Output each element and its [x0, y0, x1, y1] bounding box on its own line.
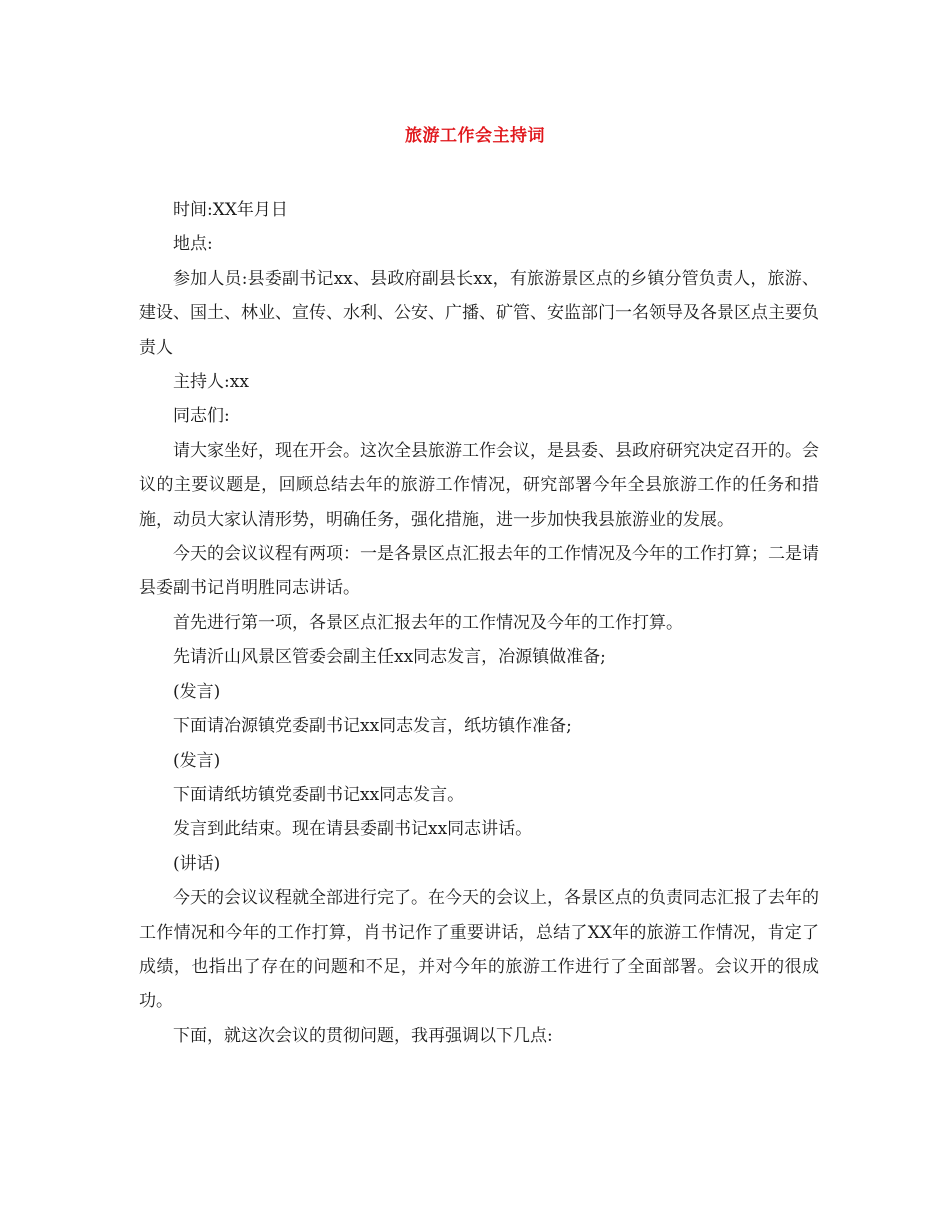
paragraph-agenda: 今天的会议议程有两项：一是各景区点汇报去年的工作情况及今年的工作打算；二是请县委副书记肖明胜同志讲话。 [139, 544, 819, 599]
paragraph-attendees: 参加人员:县委副书记xx、县政府副县长xx，有旅游景区点的乡镇分管负责人，旅游、建设、国土、林业、宣传、水利、公安、广播、矿管、安监部门一名领导及各景区点主要负责人 [139, 268, 819, 358]
paragraph-host: 主持人:xx [173, 372, 249, 393]
paragraph-location: 地点: [173, 234, 213, 255]
document-title: 旅游工作会主持词 [405, 126, 545, 146]
paragraph-emphasis: 下面，就这次会议的贯彻问题，我再强调以下几点: [173, 1025, 553, 1046]
paragraph-speech-note-2: (发言) [173, 750, 221, 771]
paragraph-time: 时间:XX年月日 [173, 200, 288, 220]
paragraph-greeting: 同志们: [173, 406, 230, 427]
paragraph-speaker-2: 下面请冶源镇党委副书记xx同志发言，纸坊镇作准备; [173, 716, 572, 737]
paragraph-speaker-1: 先请沂山风景区管委会副主任xx同志发言，冶源镇做准备; [173, 647, 606, 668]
document-body [139, 193, 819, 1053]
paragraph-opening: 请大家坐好，现在开会。这次全县旅游工作会议，是县委、县政府研究决定召开的。会议的主要议题是，回顾总结去年的旅游工作情况，研究部署今年全县旅游工作的任务和措施，动员大家认清形势，明确任务，强化措施，进一步加快我县旅游业的发展。 [139, 440, 819, 530]
paragraph-speaker-3: 下面请纸坊镇党委副书记xx同志发言。 [173, 784, 465, 805]
paragraph-talk-note: (讲话) [173, 853, 221, 874]
paragraph-summary: 今天的会议议程就全部进行完了。在今天的会议上，各景区点的负责同志汇报了去年的工作情况和今年的工作打算，肖书记作了重要讲话，总结了XX年的旅游工作情况，肯定了成绩，也指出了存在的问题和不足，并对今年的旅游工作进行了全面部署。会议开的很成功。 [139, 888, 819, 1012]
paragraph-speeches-end: 发言到此结束。现在请县委副书记xx同志讲话。 [173, 819, 533, 840]
paragraph-item-one: 首先进行第一项，各景区点汇报去年的工作情况及今年的工作打算。 [173, 612, 683, 633]
paragraph-speech-note-1: (发言) [173, 681, 221, 702]
